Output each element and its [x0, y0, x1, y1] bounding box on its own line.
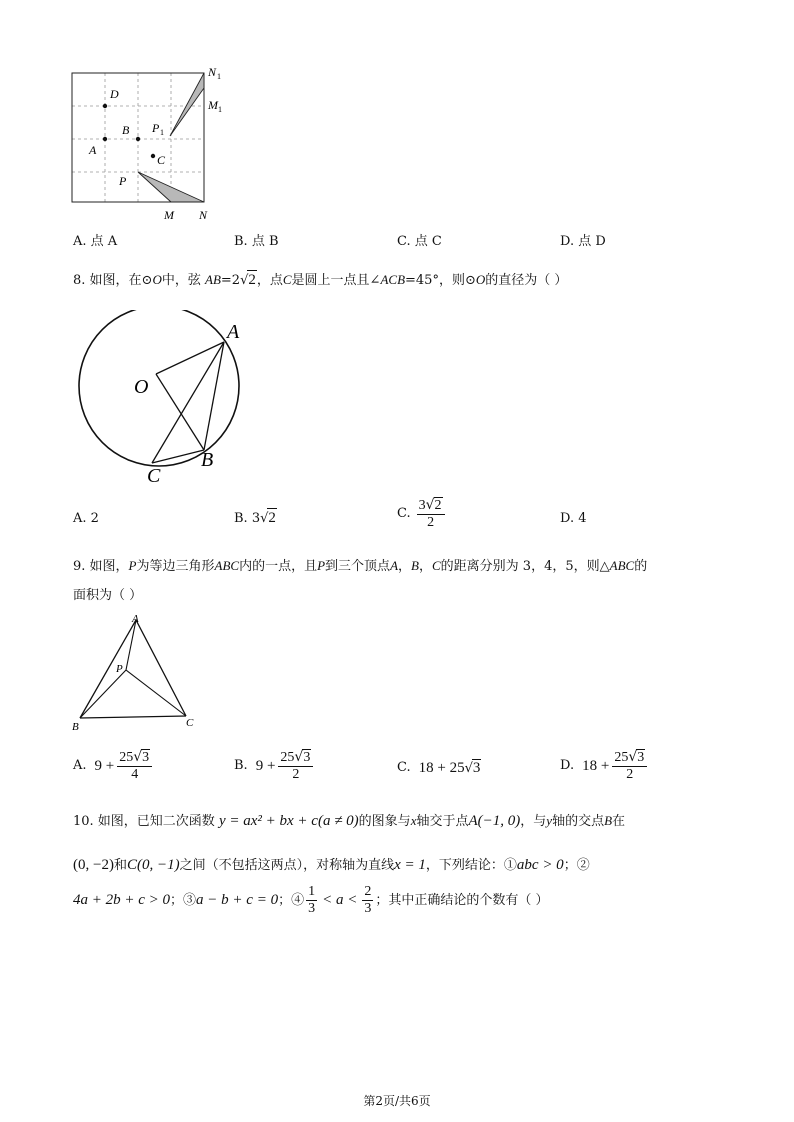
- label-P1: P: [152, 121, 160, 135]
- q9-option-d: D. 18 + $\frac{25√3}{2}$: [560, 749, 647, 783]
- label-N1: N: [208, 65, 217, 79]
- q10-line3: 4a + 2b + c > 0 ；③ a − b + c = 0 ；④ $\frac{1}{3}$ < a < $\frac{2}{3}$ ；其中正确结论的个数有（ ）: [73, 884, 549, 916]
- triangle-figure: [68, 610, 208, 735]
- q10-line1: 10. 如图，已知二次函数 y = ax² + bx + c(a ≠ 0)的图象与x轴交于点A(−1, 0)，与y轴的交点B在: [73, 813, 626, 829]
- label-M: M: [164, 208, 174, 222]
- svg-text:1: 1: [217, 72, 221, 81]
- label-B: B: [72, 721, 79, 733]
- label-P: P: [116, 663, 123, 675]
- svg-text:1: 1: [160, 128, 164, 137]
- label-C: C: [147, 465, 161, 487]
- q10-line2: (0, −2)和C(0, −1)之间（不包括这两点），对称轴为直线x = 1，下列结论：①abc > 0；②: [73, 857, 590, 873]
- label-B: B: [122, 123, 130, 137]
- label-A: A: [227, 321, 240, 343]
- q8-option-d: D. 4: [560, 511, 587, 526]
- grid-figure: [60, 60, 240, 225]
- q9-question-line2: 面积为（ ）: [73, 588, 143, 603]
- q8-option-c: C. $\frac{3√2}{2}$: [397, 497, 445, 531]
- q8-option-b: B. 3√2: [234, 510, 276, 526]
- q7-option-a: A. 点 A: [73, 234, 118, 249]
- label-A: A: [89, 143, 97, 157]
- label-C: C: [157, 153, 166, 167]
- label-M1: M: [208, 98, 218, 112]
- q8-option-a: A. 2: [73, 511, 99, 526]
- label-B: B: [201, 449, 214, 471]
- upper-triangle: [170, 73, 204, 136]
- q9-option-a: A. 9 + $\frac{25√3}{4}$: [73, 749, 152, 783]
- q7-option-d: D. 点 D: [560, 234, 606, 249]
- label-A: A: [132, 613, 139, 625]
- q9-question-line1: 9. 如图，P为等边三角形ABC内的一点，且P到三个顶点A，B，C的距离分别为 3，4，5，则△ABC的: [73, 558, 648, 574]
- q7-option-b: B. 点 B: [234, 234, 279, 249]
- q8-question: 8. 如图，在⊙O中，弦 AB=2√2，点C是圆上一点且∠ACB=45°，则⊙O的直径为（ ）: [73, 272, 568, 288]
- label-D: D: [110, 87, 119, 101]
- q9-option-b: B. 9 + $\frac{25√3}{2}$: [234, 749, 313, 783]
- circle-figure: [70, 310, 260, 490]
- q9-option-c: C. 18 + 25 √ 3: [397, 759, 481, 776]
- label-P: P: [119, 174, 127, 188]
- label-N: N: [199, 208, 208, 222]
- q7-option-c: C. 点 C: [397, 234, 442, 249]
- svg-text:1: 1: [218, 105, 222, 114]
- label-C: C: [186, 717, 194, 729]
- label-O: O: [134, 376, 149, 398]
- page-number: 第2页/共6页: [363, 1094, 431, 1108]
